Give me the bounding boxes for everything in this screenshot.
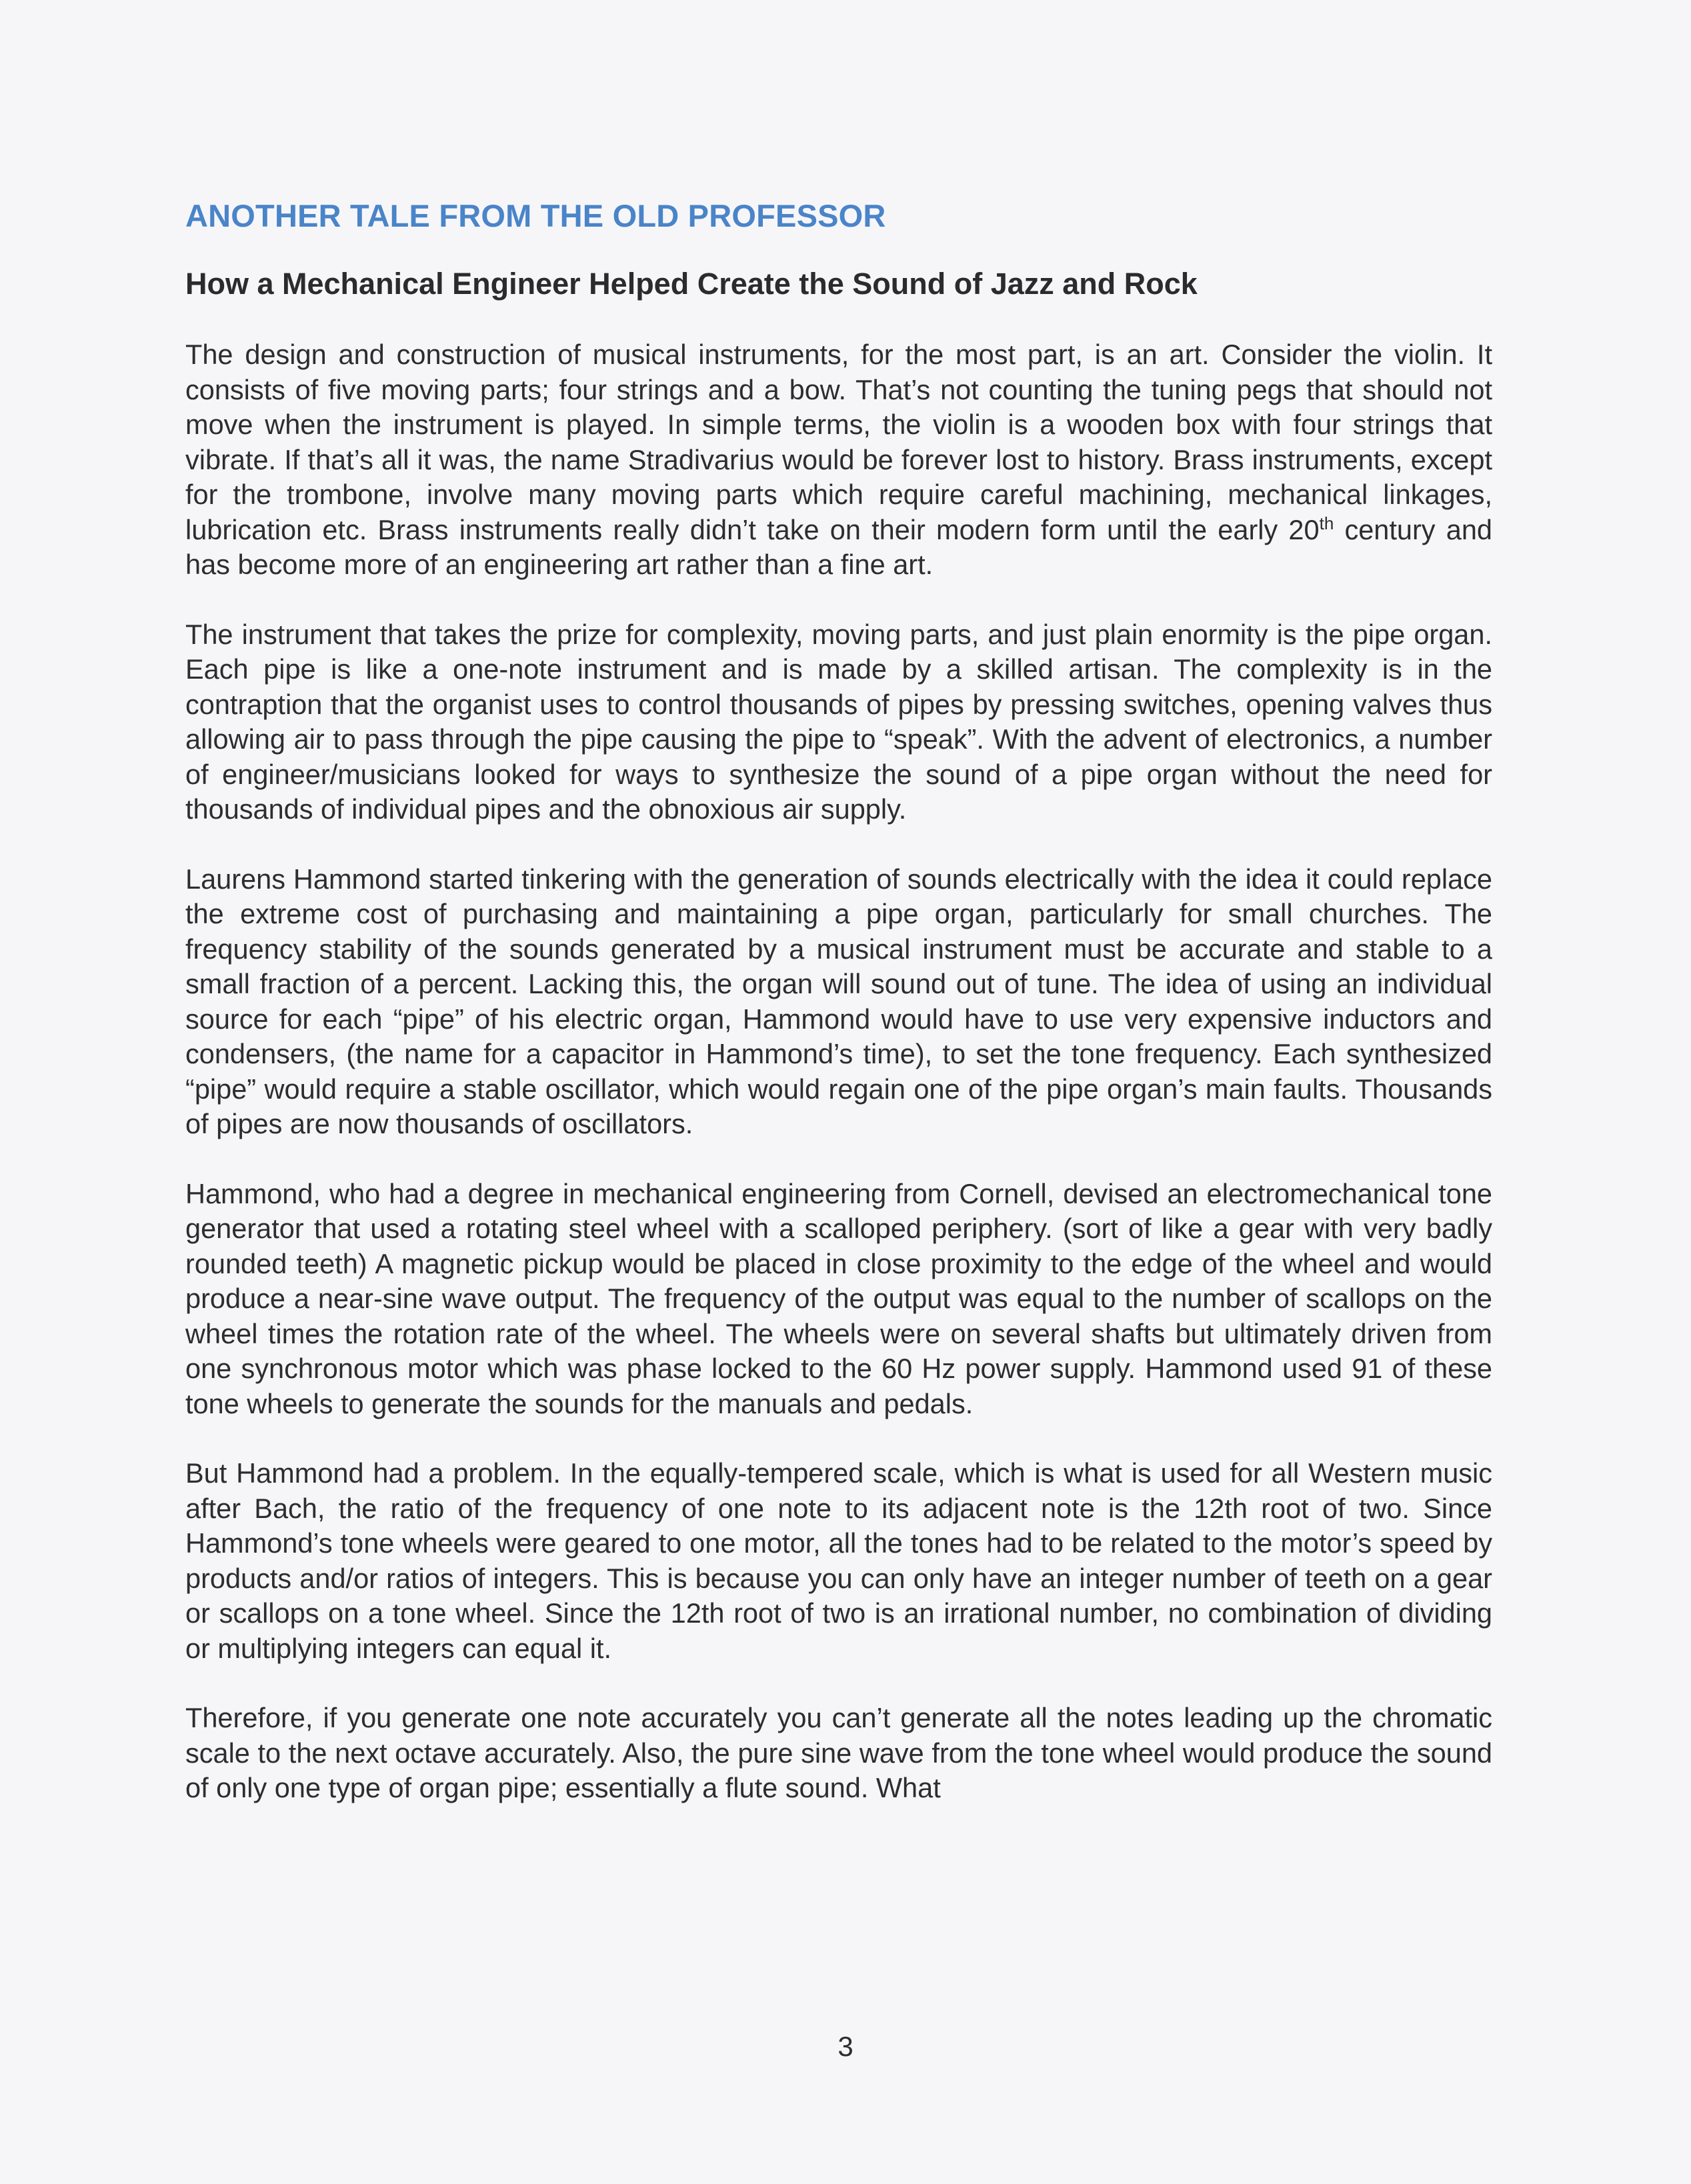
paragraph: Laurens Hammond started tinkering with the generation of sounds electrically with the idea it could replace the extreme cost of purchasing and maintaining a pipe organ, particularly for small churches. The frequency stability of the sounds generated by a musical instrument must be accurate and stable to a small fraction of a percent. Lacking this, the organ will sound out of tune. The idea of using an individual source for each “pipe” of his electric organ, Hammond would have to use very expensive inductors and condensers, (the name for a capacitor in Hammond’s time), to set the tone frequency. Each synthesized “pipe” would require a stable oscillator, which would regain one of the pipe organ’s main faults. Thousands of pipes are now thousands of oscillators. — [185, 863, 1492, 1139]
paragraph — [185, 337, 1492, 583]
paragraph: But Hammond had a problem. In the equally-tempered scale, which is what is used for all Western music after Bach, the ratio of the frequency of one note to its adjacent note is the 12th root of two. Since Hammond’s tone wheels were geared to one motor, all the tones had to be related to the motor’s speed by products and/or ratios of integers. This is because you can only have an integer number of teeth on a gear or scallops on a tone wheel. Since the 12th root of two is an irrational number, no combination of dividing or multiplying integers can equal it. — [185, 1457, 1492, 1664]
paragraph: Hammond, who had a degree in mechanical engineering from Cornell, devised an electromechanical tone generator that used a rotating steel wheel with a scalloped periphery. (sort of like a gear with very badly rounded teeth) A magnetic pickup would be placed in close proximity to the edge of the wheel and would produce a near-sine wave output. The frequency of the output was equal to the number of scallops on the wheel times the rotation rate of the wheel. The wheels were on several shafts but ultimately driven from one synchronous motor which was phase locked to the 60 Hz power supply. Hammond used 91 of these tone wheels to generate the sounds for the manuals and pedals. — [185, 1177, 1492, 1419]
paragraph-text: The design and construction of musical instruments, for the most part, is an art. Consider the violin. It consists of five moving parts; four strings and a bow. That’s not counting the tuning pegs that should not move when the instrument is played. In simple terms, the violin is a wooden box with four strings that vibrate. If that’s all it was, the name Stradivarius would be forever lost to history. Brass instruments, except for the trombone, involve many moving parts which require careful machining, mechanical linkages, lubrication etc. Brass instruments really didn’t take on their modern form until the early 20 — [185, 339, 1492, 545]
article-title: How a Mechanical Engineer Helped Create the Sound of Jazz and Rock — [185, 267, 1198, 301]
paragraph: The instrument that takes the prize for complexity, moving parts, and just plain enormity is the pipe organ. Each pipe is like a one-note instrument and is made by a skilled artisan. The complexity is in the contraption that the organist uses to control thousands of pipes by pressing switches, opening valves thus allowing air to pass through the pipe causing the pipe to “speak”. With the advent of electronics, a number of engineer/musicians looked for ways to synthesize the sound of a pipe organ without the need for thousands of individual pipes and the obnoxious air supply. — [185, 618, 1492, 825]
superscript: th — [1319, 513, 1334, 533]
document-body — [185, 195, 1492, 1841]
page-number: 3 — [837, 2031, 854, 2062]
paragraph-text: century and has become more of an engineering art rather than a fine art. — [185, 513, 1492, 580]
series-heading: ANOTHER TALE FROM THE OLD PROFESSOR — [185, 198, 886, 233]
paragraph: Therefore, if you generate one note accurately you can’t generate all the notes leading up the chromatic scale to the next octave accurately. Also, the pure sine wave from the tone wheel would produce the sound of only one type of organ pipe; essentially a flute sound. What — [185, 1702, 1492, 1803]
